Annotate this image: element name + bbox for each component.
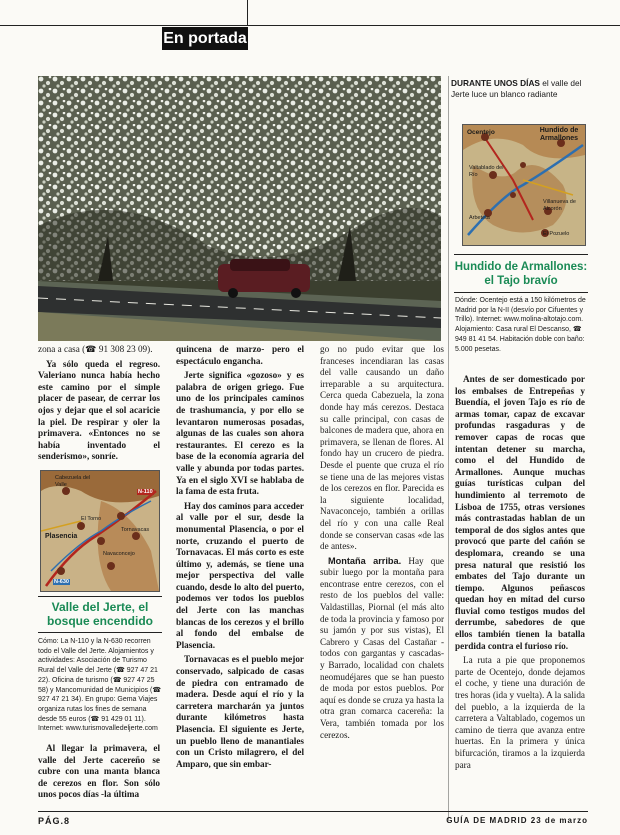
photo-illustration [38, 76, 441, 341]
map1-label-torno: El Torno [81, 516, 102, 522]
map2-label-arbeteta: Arbeteta [469, 215, 490, 221]
map2-label-pozuelo: El Pozuelo [543, 231, 570, 237]
jerte-info: Cómo: La N-110 y la N-630 recorren todo el Valle del Jerte. Alojamientos y actividades: Asociación de Turismo Rural del Valle del Jerte (☎ 927 47 21 22). Oficina de turismo (☎ 927 47 25 58) y Mancomunidad de Municipios (☎ 927 47 21 34). En grupo: Gema Viajes organiza rutas los fines de semana desde 55 euros (☎ 91 429 01 11). Internet: www.turismovalledeljerte.com [38, 638, 162, 733]
map1-label-navaconcejo: Navaconcejo [103, 551, 135, 557]
cherry-blossom-photo [38, 76, 441, 341]
col2-p3: Hay dos caminos para acceder al valle por el sur, desde la monumental Plasencia, o por el norte, cruzando el puerto de Tornavacas. El más corto es este último y, además, se tiene una mejor perspectiva del valle cuando, desde lo alto del puerto, podemos ver todos los pueblos del Jerte con las manchas blancas de los cerezos y el brillo al fondo del embalse de Plasencia. [176, 500, 304, 650]
column-1-bottom [38, 743, 160, 804]
jerte-map [40, 470, 160, 592]
jerte-title [36, 600, 164, 628]
armallones-title-line2: el Tajo bravío [484, 275, 558, 287]
jerte-title-line2: bosque encendido [46, 614, 153, 628]
col3-lead: Montaña arriba. [328, 555, 402, 566]
col4-p1: Antes de ser domesticado por los embalses de Entrepeñas y Buendía, el joven Tajo es río de armas tomar, capaz de excavar profundas rasgaduras y de remover capas de rocas que intentan detener su marcha, como el del Hundido de Armallones. Aunque muchas guías turísticas culpan del hundimiento al terremoto de Lisboa de 1755, otras versiones más contrastadas hablan de un temporal de dos siglos antes que provocó que parte del cañón se desplomara, creando se una presa natural que resistió los embates del Tajo durante un tiempo. Algunos peñascos quedan hoy en mitad del curso fluvial como testigos mudos del derrumbe, sabedores de que ellos también tienen la batalla perdida contra el furioso río. [455, 374, 585, 651]
col2-p2: Jerte significa «gozoso» y es palabra de origen griego. Fue uno de los principales caminos de trashumancia, y por ello se levantaron numerosas posadas, algunas de las cuales son ahora restaurantes. El cerezo es la base de la economía agraria del valle y abunda por todas partes. Ya en el siglo XVI se hablaba de la fama de esta fruta. [176, 370, 304, 497]
col1-p2: Ya sólo queda el regreso. Valeriano nunca había hecho este camino por el simple placer de pasear, de cerrar los ojos y dejar que el sol acaricie la piel. De respirar y oler la primavera. «Entonces no se había inventado el senderismo», sonríe. [38, 358, 160, 462]
jerte-title-line1: Valle del Jerte, el [51, 600, 149, 614]
map2-label-armallones: Hundido de Armallones [539, 127, 579, 142]
map2-label-ocentejo: Ocentejo [467, 129, 495, 136]
jerte-box-rule [38, 596, 162, 597]
col4-p2: La ruta a pie que proponemos parte de Ocentejo, donde dejamos el coche, y tiene una duración de tres horas (ida y vuelta). A la salida del pueblo, a la izquierda de la carretera a Valtablado, cogemos un camino de tierra que avanza entre huertas. En la primera y única bifurcación, tiramos a la izquierda para [455, 655, 585, 770]
col1-p3: Al llegar la primavera, el valle del Jerte cacereño se cubre con una manta blanca de cerezos en flor. Son sólo unos pocos días -la última [38, 743, 160, 800]
col2-p4: Tornavacas es el pueblo mejor conservado, salpicado de casas de piedra con entramado de madera. Desde aquí el río y la carretera marcharán ya juntos durante kilómetros hasta Plasencia. El siguiente es Jerte, un pueblo lleno de manantiales con un Cristo milagrero, el del Amparo, que sin embar- [176, 654, 304, 769]
map1-label-tornavacas: Tornavacas [121, 527, 150, 533]
column-2 [176, 344, 304, 773]
publication-name: GUÍA DE MADRID 23 de marzo [446, 816, 588, 825]
column-4 [455, 374, 585, 774]
ocentejo-map [462, 124, 586, 246]
column-1 [38, 344, 160, 466]
top-rule [0, 25, 620, 26]
map1-road-n630: N-630 [54, 579, 69, 585]
caption-text: el valle del Jerte luce un blanco radiante [451, 78, 582, 99]
armallones-title-rule [454, 292, 588, 293]
map1-label-plasencia: Plasencia [45, 533, 78, 540]
col3-p1: go no pudo evitar que los franceses incendiaran las casas del valle causando un daño irreparable a su arquitectura. Cerca queda Cabezuela, la zona donde hay más cerezos. Destaca su calle principal, con casas de balcones de madera que, ahora en primavera, se llenan de flores. Al fondo hay un crucero de piedra. Desde el puente que cruza el río se tiene una de las mejores vistas de los cerezos en flor. Parecida es la siguiente localidad, Navaconcejo, también a orillas del río y con una calle Real donde se conservan casas «de las de antes». [320, 344, 444, 552]
armallones-title [452, 260, 590, 288]
section-tag: En portada [162, 27, 248, 50]
armallones-title-line1: Hundido de Armallones: [454, 261, 588, 273]
ocentejo-map-graphic [463, 125, 585, 245]
column-3 [320, 344, 444, 744]
top-vertical-rule [247, 0, 248, 26]
col3-p2-wrap [320, 556, 444, 742]
map2-label-villanueva: Villanueva de Alcorón [543, 199, 576, 212]
map1-road-n110: N-110 [138, 489, 153, 495]
col3-p2: Hay que subir luego por la montaña para encontrase entre cerezos, con el resto de los pueblos del valle: Valdastillas, Piornal (el más alto de toda la provincia y famoso por su jamón y por sus vistas), El Cabrero y Casas del Castañar -todos con gargantas y cascadas- y Barrado, localidad con chalets neomudéjares que se han puesto de moda por estos pueblos. Por aquí es donde se cruza ya hasta la otra gran comarca cacereña: la Vera, también tomada por los cerezos. [320, 555, 444, 740]
col2-p1: quincena de marzo- pero el espectáculo engancha. [176, 344, 304, 366]
caption-bold: DURANTE UNOS DÍAS [451, 78, 540, 88]
footer-rule [38, 811, 588, 812]
map2-label-valtablado: Valtablado del Río [469, 165, 504, 178]
photo-caption [451, 78, 583, 99]
map1-label-cabezuela: Cabezuela del Valle [55, 475, 91, 488]
column-divider-right [448, 76, 449, 821]
armallones-info: Dónde: Ocentejo está a 150 kilómetros de Madrid por la N-II (desvío por Cifuentes y Trillo). Internet: www.molina-altotajo.com. Alojamiento: Casa rural El Descanso, ☎ 949 81 41 54. Habitación doble con baño: 5.000 pesetas. [455, 297, 586, 353]
jerte-title-rule [38, 632, 162, 633]
page-number: PÁG.8 [38, 816, 71, 826]
armallones-box-rule [454, 254, 588, 255]
col1-p1: zona a casa (☎ 91 308 23 09). [38, 344, 153, 354]
